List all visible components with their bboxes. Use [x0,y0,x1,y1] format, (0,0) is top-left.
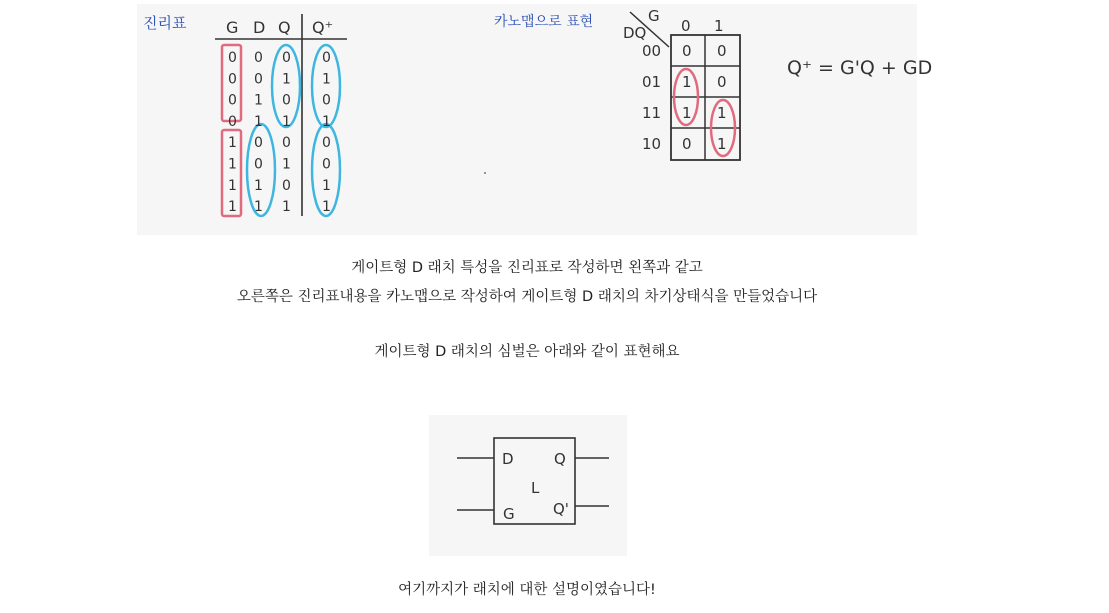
handwritten-figure [137,4,933,235]
truth-table-cell: 0 [254,156,263,173]
kmap-cell: 0 [682,135,692,153]
kmap-title: 카노맵으로 표현 [494,14,594,30]
truth-table-cell: 1 [228,177,237,194]
truth-table-cell: 1 [322,113,331,130]
d-latch-symbol [429,415,627,556]
kmap-row-label: 11 [642,104,662,122]
kmap-cell: 1 [682,73,692,91]
truth-table-cell: 0 [254,50,263,66]
header-q-next: Q⁺ [312,18,334,37]
truth-table-cells [228,50,331,215]
kmap-row-label: 01 [642,73,662,91]
truth-table-cell: 0 [228,50,237,66]
kmap-row-label: 00 [642,42,662,60]
explanation-line-2: 오른쪽은 진리표내용을 카노맵으로 작성하여 게이트형 D 래치의 차기상태식을 만들었습니다 [236,289,818,305]
truth-table-cell: 1 [228,199,237,216]
truth-table-cell: 0 [282,50,291,66]
truth-table-cell: 0 [322,156,331,173]
kmap-col-label-0: 0 [681,17,691,35]
truth-table-cell: 0 [322,92,331,109]
truth-table-cell: 1 [282,156,291,173]
header-q: Q [278,18,291,37]
truth-table-cell: 1 [228,135,237,152]
truth-table-cell: 0 [282,135,291,152]
truth-table-cell: 0 [254,135,263,152]
truth-table-cell: 1 [254,92,263,109]
truth-table-cell: 1 [228,156,237,173]
kmap-cell: 0 [717,42,727,60]
truth-table-and-kmap-drawing [137,4,933,235]
truth-table-cell: 0 [254,71,263,88]
truth-table-cell: 1 [254,113,263,130]
kmap-row-var: DQ [623,24,647,42]
truth-table-cell: 0 [228,92,237,109]
kmap-cell: 0 [682,42,692,60]
closing-line: 여기까지가 래치에 대한 설명이였습니다! [398,582,656,598]
kmap-cell: 1 [717,104,727,122]
truth-table-cell: 0 [228,113,237,130]
truth-table-cell: 0 [282,92,291,109]
kmap-col-var: G [648,7,660,25]
l-label: L [531,479,540,497]
d-latch-symbol-drawing [429,415,627,556]
g-label: G [503,505,515,523]
truth-table-cell: 1 [282,71,291,88]
explanation-line-1: 게이트형 D 래치 특성을 진리표로 작성하면 왼쪽과 같고 [351,260,703,276]
d-label: D [502,450,514,468]
kmap-row-label: 10 [642,135,662,153]
truth-table-cell: 1 [254,199,263,216]
truth-table-cell: 1 [254,177,263,194]
truth-table-cell: 1 [322,199,331,216]
truth-table-cell: 0 [322,135,331,152]
stray-dot [484,172,486,174]
header-g: G [226,18,239,37]
truth-table-cell: 1 [282,199,291,216]
qbar-label: Q' [553,500,569,518]
kmap-cell: 0 [717,73,727,91]
truth-table-cell: 0 [228,71,237,88]
next-state-equation: Q⁺ = G'Q + GD [787,57,933,79]
kmap-cell: 1 [717,135,727,153]
header-d: D [253,18,266,37]
truth-table-cell: 1 [282,113,291,130]
truth-table-cell: 0 [322,50,331,66]
truth-table-cell: 1 [322,71,331,88]
explanation-line-3: 게이트형 D 래치의 심벌은 아래와 같이 표현해요 [374,344,680,360]
q-label: Q [554,450,566,468]
truth-table-cell: 0 [282,177,291,194]
kmap-col-label-1: 1 [714,17,724,35]
truth-table-cell: 1 [322,177,331,194]
kmap-cell: 1 [682,104,692,122]
truth-table-title: 진리표 [143,14,187,32]
